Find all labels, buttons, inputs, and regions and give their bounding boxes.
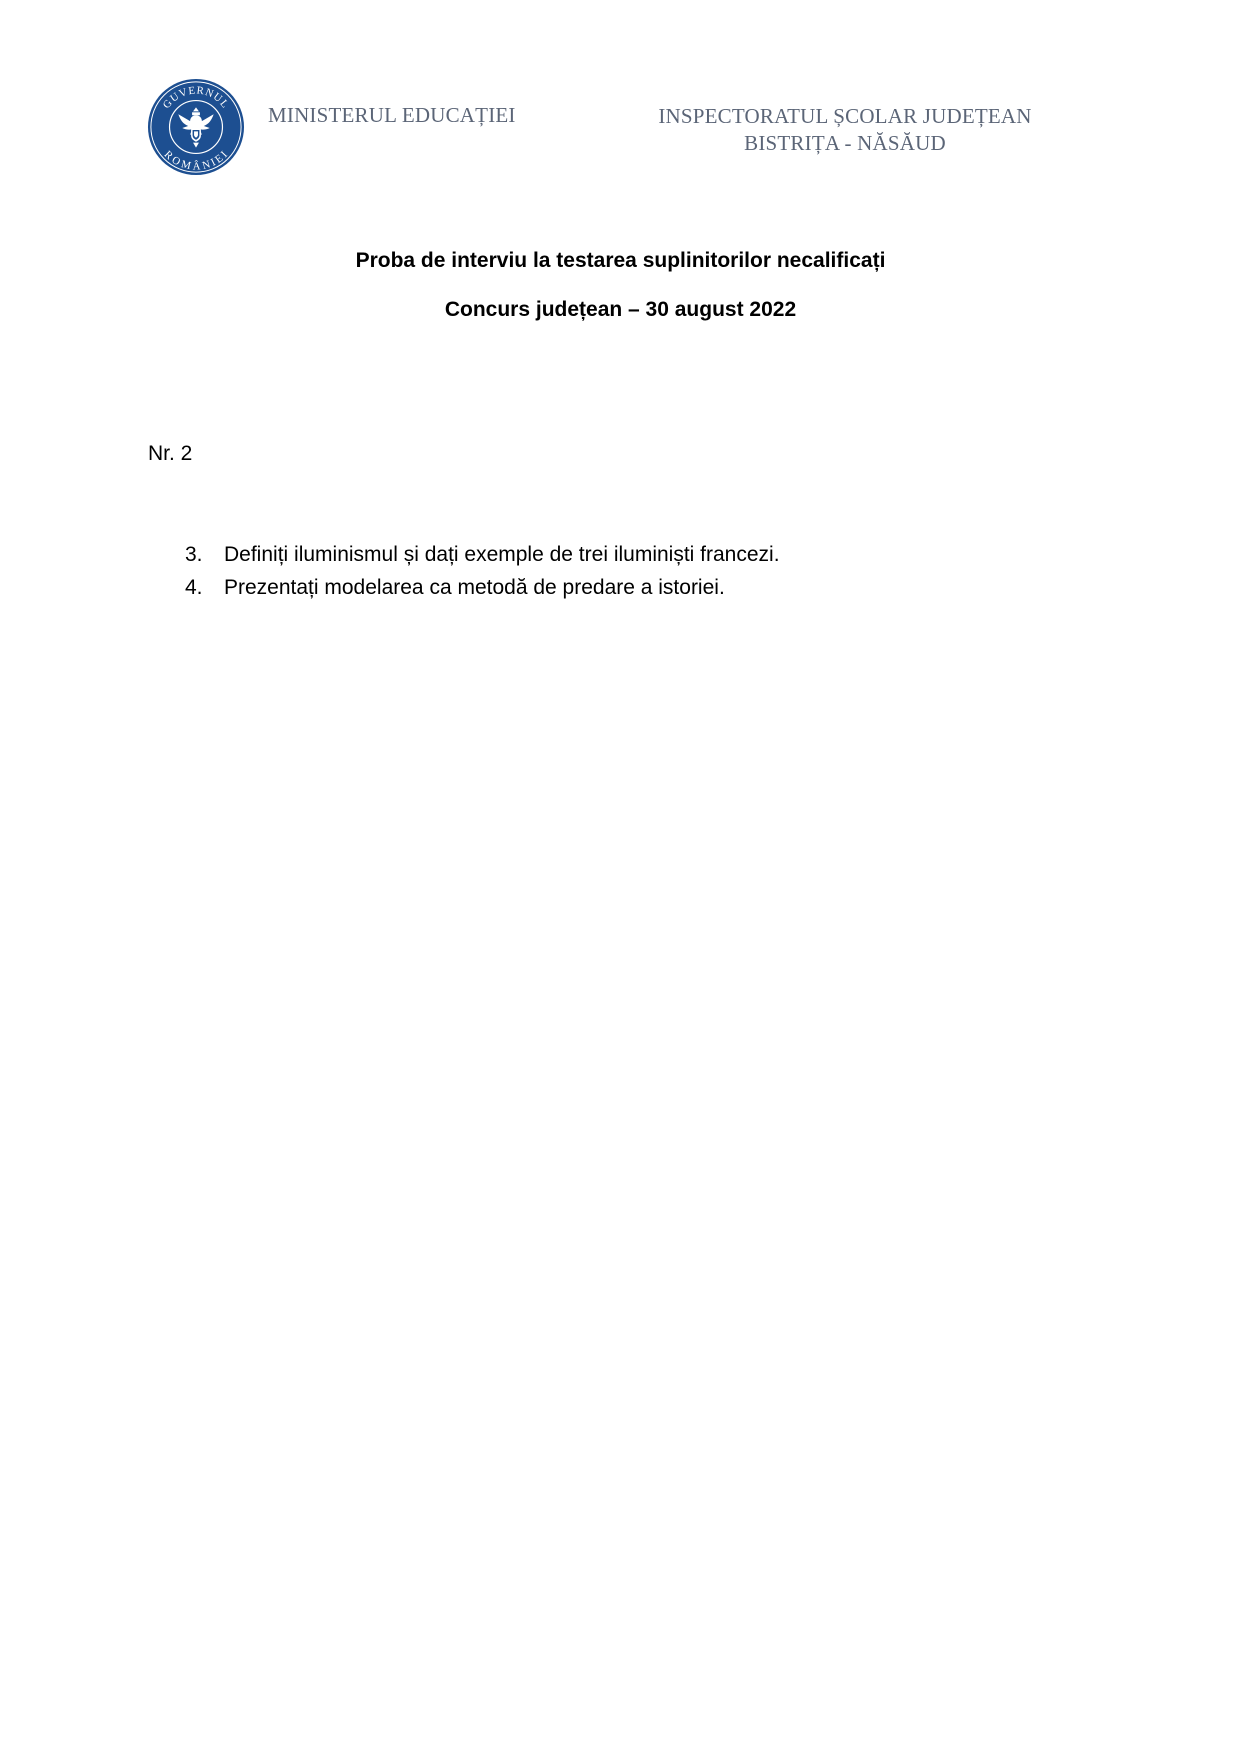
ticket-number: Nr. 2 [148,442,193,465]
question-item [0,541,1241,574]
document-title: Proba de interviu la testarea suplinitorilor necalificați [355,249,886,272]
inspectorate-name [630,103,1060,157]
document-subtitle: Concurs județean – 30 august 2022 [444,298,797,321]
ministry-name: MINISTERUL EDUCAȚIEI [268,103,516,127]
question-text: Definiți iluminismul și dați exemple de trei iluminiști francezi. [224,543,780,566]
question-number: 4. [185,576,203,599]
question-number: 3. [185,543,203,566]
government-seal-icon [147,78,245,176]
inspectorate-line-1: INSPECTORATUL ȘCOLAR JUDEȚEAN [658,104,1032,128]
question-item [0,574,1241,607]
letterhead [0,0,1241,190]
inspectorate-line-2: BISTRIȚA - NĂSĂUD [744,131,946,155]
question-text: Prezentați modelarea ca metodă de predare a istoriei. [224,576,725,599]
seal-bottom-text: ROMÂNIEI [161,148,231,173]
question-list [0,541,1241,607]
seal-top-text: GUVERNUL [160,84,232,111]
